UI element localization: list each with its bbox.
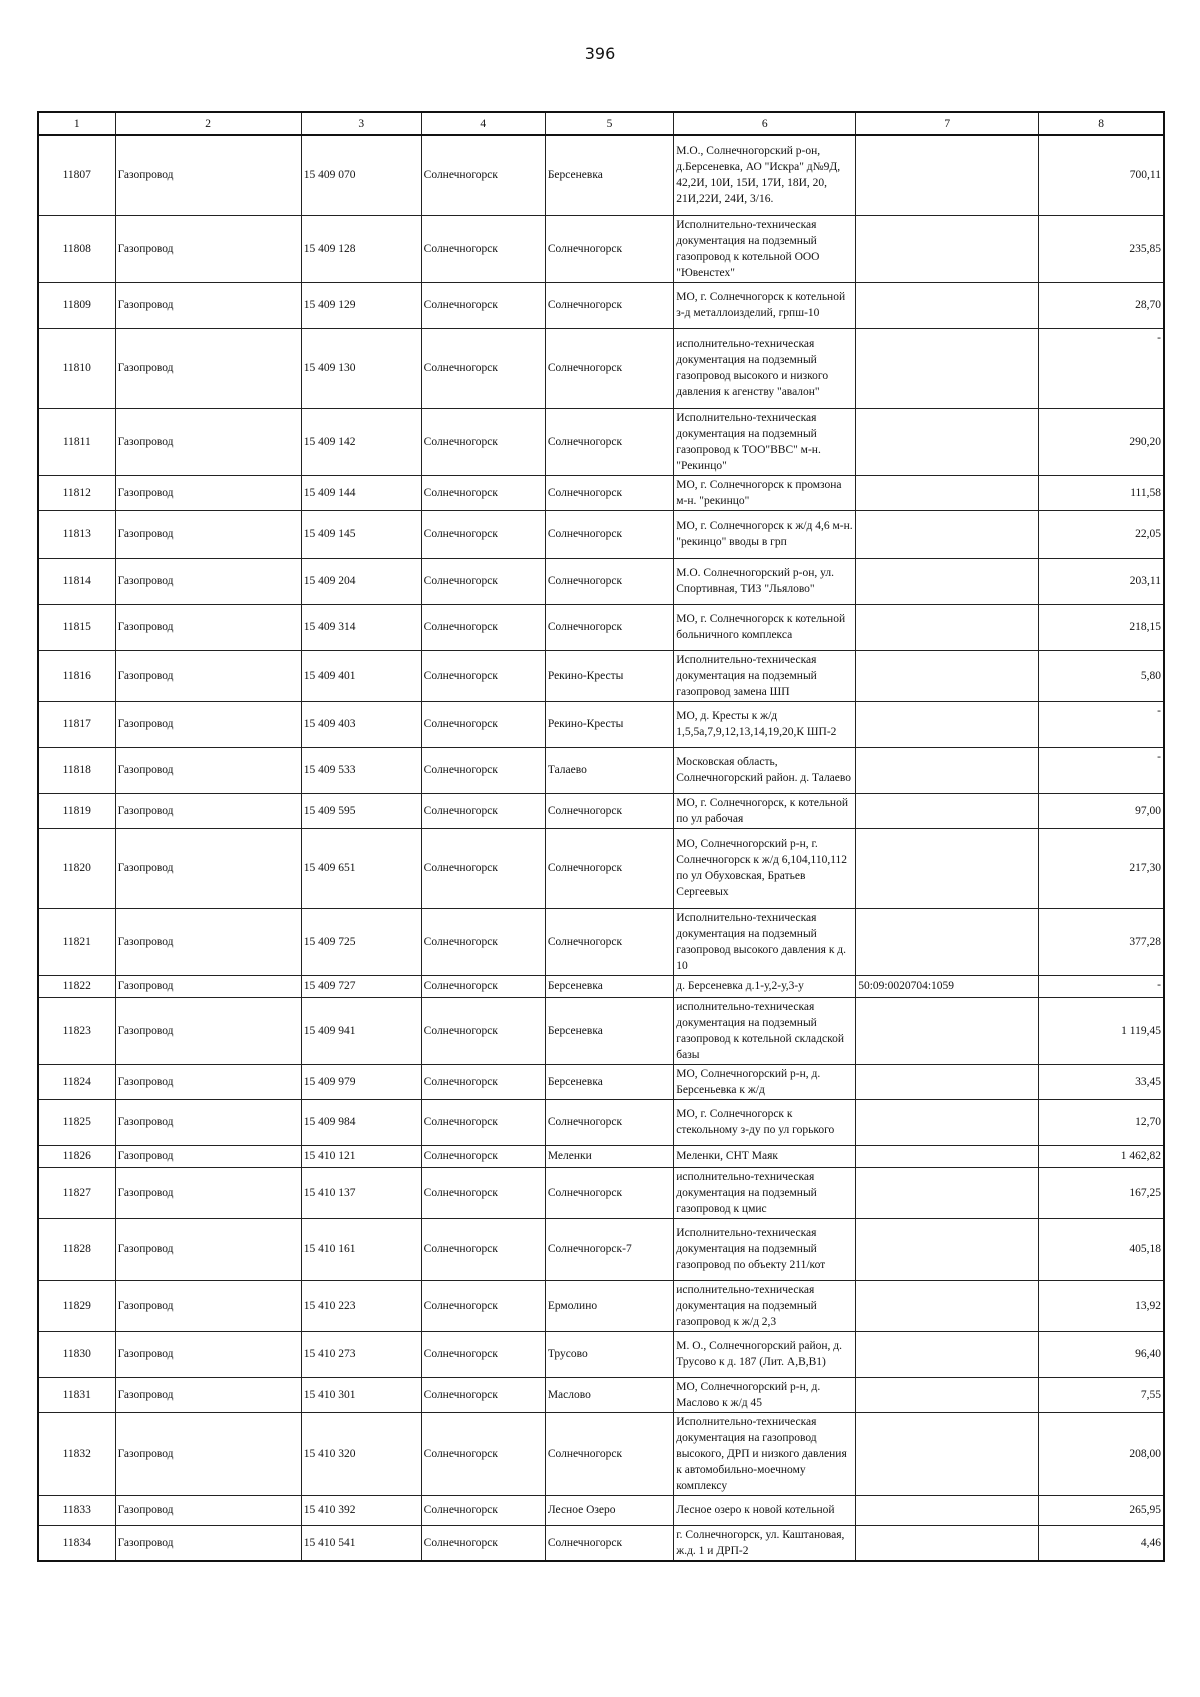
cell-object-name: Газопровод (115, 908, 301, 975)
cell-row-number: 11818 (38, 747, 115, 793)
cell-row-number: 11808 (38, 215, 115, 282)
cell-inventory-code: 15 409 314 (301, 604, 421, 650)
cell-value: 97,00 (1039, 793, 1164, 828)
cell-object-name: Газопровод (115, 1218, 301, 1280)
cell-object-name: Газопровод (115, 650, 301, 701)
cell-description: МО, д. Кресты к ж/д 1,5,5а,7,9,12,13,14,19,20,К ШП-2 (674, 701, 856, 747)
column-header: 6 (674, 112, 856, 135)
cell-cadastral-number (856, 408, 1039, 475)
cell-district: Солнечногорск (421, 408, 545, 475)
cell-inventory-code: 15 409 941 (301, 997, 421, 1064)
cell-cadastral-number (856, 1495, 1039, 1525)
cell-description: Исполнительно-техническая документация на подземный газопровод к котельной ООО "Ювенстех" (674, 215, 856, 282)
cell-value: 22,05 (1039, 510, 1164, 558)
cell-row-number: 11811 (38, 408, 115, 475)
cell-cadastral-number: 50:09:0020704:1059 (856, 975, 1039, 997)
cell-value: - (1039, 701, 1164, 747)
cell-locality: Рекино-Кресты (545, 701, 673, 747)
cell-cadastral-number (856, 282, 1039, 328)
cell-value: 12,70 (1039, 1099, 1164, 1145)
cell-description: исполнительно-техническая документация на подземный газопровод высокого и низкого давления к агенству "авалон" (674, 328, 856, 408)
cell-object-name: Газопровод (115, 328, 301, 408)
cell-row-number: 11816 (38, 650, 115, 701)
cell-description: МО, г. Солнечногорск к котельной з-д металлоизделий, грпш-10 (674, 282, 856, 328)
table-row (38, 604, 1164, 650)
cell-district: Солнечногорск (421, 1280, 545, 1331)
cell-row-number: 11825 (38, 1099, 115, 1145)
cell-cadastral-number (856, 215, 1039, 282)
cell-object-name: Газопровод (115, 975, 301, 997)
table-row (38, 975, 1164, 997)
cell-district: Солнечногорск (421, 1331, 545, 1377)
cell-inventory-code: 15 410 541 (301, 1525, 421, 1561)
cell-locality: Меленки (545, 1145, 673, 1167)
table-row (38, 510, 1164, 558)
cell-description: Исполнительно-техническая документация на подземный газопровод замена ШП (674, 650, 856, 701)
cell-district: Солнечногорск (421, 1099, 545, 1145)
cell-cadastral-number (856, 1377, 1039, 1412)
cell-locality: Солнечногорск (545, 328, 673, 408)
cell-inventory-code: 15 409 725 (301, 908, 421, 975)
table-row (38, 558, 1164, 604)
table-row (38, 747, 1164, 793)
cell-object-name: Газопровод (115, 135, 301, 215)
cell-locality: Берсеневка (545, 1064, 673, 1099)
cell-locality: Солнечногорск (545, 282, 673, 328)
table-row (38, 997, 1164, 1064)
table-row (38, 1525, 1164, 1561)
cell-description: Лесное озеро к новой котельной (674, 1495, 856, 1525)
cell-district: Солнечногорск (421, 747, 545, 793)
cell-inventory-code: 15 410 137 (301, 1167, 421, 1218)
cell-description: Исполнительно-техническая документация на подземный газопровод высокого давления к д. 10 (674, 908, 856, 975)
column-header: 5 (545, 112, 673, 135)
cell-row-number: 11827 (38, 1167, 115, 1218)
cell-locality: Солнечногорск (545, 1412, 673, 1495)
cell-cadastral-number (856, 1064, 1039, 1099)
cell-value: 13,92 (1039, 1280, 1164, 1331)
cell-object-name: Газопровод (115, 558, 301, 604)
table-row (38, 1331, 1164, 1377)
cell-description: исполнительно-техническая документация на подземный газопровод к котельной складской базы (674, 997, 856, 1064)
cell-object-name: Газопровод (115, 604, 301, 650)
cell-description: М.О., Солнечногорский р-он, д.Берсеневка, АО "Искра" д№9Д, 42,2И, 10И, 15И, 17И, 18И, 20, 21И,22И, 24И, 3/16. (674, 135, 856, 215)
cell-cadastral-number (856, 828, 1039, 908)
cell-cadastral-number (856, 328, 1039, 408)
cell-row-number: 11832 (38, 1412, 115, 1495)
table-row (38, 1064, 1164, 1099)
cell-row-number: 11833 (38, 1495, 115, 1525)
cell-object-name: Газопровод (115, 828, 301, 908)
cell-locality: Талаево (545, 747, 673, 793)
cell-description: МО, Солнечногорский р-н, г. Солнечногорск к ж/д 6,104,110,112 по ул Обуховская, Братьев Сергеевых (674, 828, 856, 908)
cell-value: 265,95 (1039, 1495, 1164, 1525)
table-body (38, 135, 1164, 1561)
cell-row-number: 11834 (38, 1525, 115, 1561)
cell-description: М.О. Солнечногорский р-он, ул. Спортивная, ТИЗ "Льялово" (674, 558, 856, 604)
cell-cadastral-number (856, 1218, 1039, 1280)
cell-inventory-code: 15 409 403 (301, 701, 421, 747)
cell-cadastral-number (856, 793, 1039, 828)
cell-district: Солнечногорск (421, 135, 545, 215)
cell-locality: Солнечногорск (545, 558, 673, 604)
cell-inventory-code: 15 409 145 (301, 510, 421, 558)
cell-district: Солнечногорск (421, 1167, 545, 1218)
column-header: 2 (115, 112, 301, 135)
cell-value: 7,55 (1039, 1377, 1164, 1412)
cell-cadastral-number (856, 1280, 1039, 1331)
cell-value: 700,11 (1039, 135, 1164, 215)
cell-district: Солнечногорск (421, 1064, 545, 1099)
cell-locality: Солнечногорск (545, 1167, 673, 1218)
cell-inventory-code: 15 409 142 (301, 408, 421, 475)
cell-description: Московская область, Солнечногорский район. д. Талаево (674, 747, 856, 793)
cell-object-name: Газопровод (115, 1412, 301, 1495)
cell-cadastral-number (856, 558, 1039, 604)
cell-locality: Маслово (545, 1377, 673, 1412)
cell-locality: Солнечногорск (545, 908, 673, 975)
table-row (38, 828, 1164, 908)
table-row (38, 650, 1164, 701)
table-row (38, 408, 1164, 475)
cell-district: Солнечногорск (421, 1495, 545, 1525)
cell-row-number: 11829 (38, 1280, 115, 1331)
cell-cadastral-number (856, 747, 1039, 793)
cell-locality: Трусово (545, 1331, 673, 1377)
cell-cadastral-number (856, 135, 1039, 215)
cell-inventory-code: 15 409 204 (301, 558, 421, 604)
cell-row-number: 11809 (38, 282, 115, 328)
cell-object-name: Газопровод (115, 701, 301, 747)
cell-district: Солнечногорск (421, 1377, 545, 1412)
cell-row-number: 11819 (38, 793, 115, 828)
cell-district: Солнечногорск (421, 975, 545, 997)
cell-cadastral-number (856, 1167, 1039, 1218)
table-row (38, 1412, 1164, 1495)
cell-value: 111,58 (1039, 475, 1164, 510)
cell-value: 96,40 (1039, 1331, 1164, 1377)
cell-inventory-code: 15 409 651 (301, 828, 421, 908)
cell-description: М. О., Солнечногорский район, д. Трусово к д. 187 (Лит. А,В,В1) (674, 1331, 856, 1377)
cell-description: Исполнительно-техническая документация на подземный газопровод по объекту 211/кот (674, 1218, 856, 1280)
cell-inventory-code: 15 409 979 (301, 1064, 421, 1099)
cell-district: Солнечногорск (421, 1218, 545, 1280)
table-row (38, 282, 1164, 328)
column-header: 3 (301, 112, 421, 135)
cell-district: Солнечногорск (421, 1145, 545, 1167)
cell-cadastral-number (856, 997, 1039, 1064)
cell-cadastral-number (856, 650, 1039, 701)
cell-value: - (1039, 975, 1164, 997)
cell-row-number: 11820 (38, 828, 115, 908)
table-row (38, 1377, 1164, 1412)
page-number: 396 (584, 44, 616, 63)
cell-object-name: Газопровод (115, 215, 301, 282)
cell-description: Исполнительно-техническая документация на подземный газопровод к ТОО"ВВС" м-н. "Рекинцо" (674, 408, 856, 475)
table-row (38, 1167, 1164, 1218)
cell-cadastral-number (856, 1099, 1039, 1145)
cell-inventory-code: 15 409 533 (301, 747, 421, 793)
cell-value: 218,15 (1039, 604, 1164, 650)
cell-district: Солнечногорск (421, 1412, 545, 1495)
cell-description: МО, г. Солнечногорск к стекольному з-ду по ул горького (674, 1099, 856, 1145)
cell-description: МО, Солнечногорский р-н, д. Маслово к ж/д 45 (674, 1377, 856, 1412)
cell-object-name: Газопровод (115, 1145, 301, 1167)
cell-row-number: 11830 (38, 1331, 115, 1377)
cell-object-name: Газопровод (115, 475, 301, 510)
cell-value: 4,46 (1039, 1525, 1164, 1561)
cell-value: 208,00 (1039, 1412, 1164, 1495)
cell-cadastral-number (856, 510, 1039, 558)
cell-district: Солнечногорск (421, 908, 545, 975)
cell-locality: Берсеневка (545, 975, 673, 997)
cell-description: МО, г. Солнечногорск к котельной больничного комплекса (674, 604, 856, 650)
cell-value: 217,30 (1039, 828, 1164, 908)
cell-row-number: 11812 (38, 475, 115, 510)
cell-row-number: 11831 (38, 1377, 115, 1412)
cell-value: 28,70 (1039, 282, 1164, 328)
cell-district: Солнечногорск (421, 282, 545, 328)
cell-district: Солнечногорск (421, 701, 545, 747)
cell-inventory-code: 15 409 144 (301, 475, 421, 510)
cell-district: Солнечногорск (421, 997, 545, 1064)
cell-inventory-code: 15 410 273 (301, 1331, 421, 1377)
cell-object-name: Газопровод (115, 1377, 301, 1412)
cell-inventory-code: 15 410 161 (301, 1218, 421, 1280)
cell-cadastral-number (856, 908, 1039, 975)
cell-description: МО, г. Солнечногорск к ж/д 4,6 м-н. "рекинцо" вводы в грп (674, 510, 856, 558)
cell-inventory-code: 15 410 392 (301, 1495, 421, 1525)
cell-district: Солнечногорск (421, 475, 545, 510)
table-row (38, 328, 1164, 408)
cell-locality: Солнечногорск (545, 1525, 673, 1561)
cell-value: 290,20 (1039, 408, 1164, 475)
cell-description: исполнительно-техническая документация на подземный газопровод к цмис (674, 1167, 856, 1218)
cell-locality: Берсеневка (545, 135, 673, 215)
cell-value: 33,45 (1039, 1064, 1164, 1099)
column-header: 7 (856, 112, 1039, 135)
cell-inventory-code: 15 410 223 (301, 1280, 421, 1331)
cell-locality: Солнечногорск (545, 215, 673, 282)
cell-inventory-code: 15 409 727 (301, 975, 421, 997)
cell-cadastral-number (856, 1412, 1039, 1495)
cell-object-name: Газопровод (115, 282, 301, 328)
cell-locality: Солнечногорск (545, 475, 673, 510)
table-row (38, 793, 1164, 828)
cell-locality: Солнечногорск (545, 828, 673, 908)
cell-row-number: 11822 (38, 975, 115, 997)
cell-cadastral-number (856, 701, 1039, 747)
cell-row-number: 11815 (38, 604, 115, 650)
cell-district: Солнечногорск (421, 650, 545, 701)
cell-cadastral-number (856, 604, 1039, 650)
cell-inventory-code: 15 410 121 (301, 1145, 421, 1167)
column-header: 1 (38, 112, 115, 135)
cell-object-name: Газопровод (115, 1525, 301, 1561)
cell-district: Солнечногорск (421, 1525, 545, 1561)
registry-table (37, 111, 1165, 1562)
table-row (38, 135, 1164, 215)
cell-row-number: 11807 (38, 135, 115, 215)
cell-object-name: Газопровод (115, 793, 301, 828)
table-row (38, 908, 1164, 975)
cell-locality: Ермолино (545, 1280, 673, 1331)
cell-inventory-code: 15 409 070 (301, 135, 421, 215)
cell-value: 167,25 (1039, 1167, 1164, 1218)
cell-inventory-code: 15 410 320 (301, 1412, 421, 1495)
cell-row-number: 11823 (38, 997, 115, 1064)
cell-locality: Солнечногорск (545, 408, 673, 475)
column-header: 8 (1039, 112, 1164, 135)
table-row (38, 1218, 1164, 1280)
cell-description: МО, г. Солнечногорск, к котельной по ул рабочая (674, 793, 856, 828)
cell-object-name: Газопровод (115, 1099, 301, 1145)
cell-row-number: 11810 (38, 328, 115, 408)
cell-district: Солнечногорск (421, 215, 545, 282)
cell-locality: Солнечногорск (545, 793, 673, 828)
cell-object-name: Газопровод (115, 1495, 301, 1525)
cell-object-name: Газопровод (115, 1064, 301, 1099)
cell-cadastral-number (856, 475, 1039, 510)
cell-locality: Солнечногорск (545, 510, 673, 558)
cell-cadastral-number (856, 1525, 1039, 1561)
cell-value: 235,85 (1039, 215, 1164, 282)
cell-locality: Рекино-Кресты (545, 650, 673, 701)
cell-locality: Солнечногорск-7 (545, 1218, 673, 1280)
cell-row-number: 11824 (38, 1064, 115, 1099)
cell-object-name: Газопровод (115, 747, 301, 793)
table-row (38, 475, 1164, 510)
cell-object-name: Газопровод (115, 1280, 301, 1331)
cell-locality: Лесное Озеро (545, 1495, 673, 1525)
cell-value: - (1039, 328, 1164, 408)
table-row (38, 1280, 1164, 1331)
cell-inventory-code: 15 410 301 (301, 1377, 421, 1412)
cell-value: 203,11 (1039, 558, 1164, 604)
cell-inventory-code: 15 409 129 (301, 282, 421, 328)
cell-value: 377,28 (1039, 908, 1164, 975)
cell-row-number: 11817 (38, 701, 115, 747)
cell-inventory-code: 15 409 128 (301, 215, 421, 282)
cell-value: 405,18 (1039, 1218, 1164, 1280)
cell-object-name: Газопровод (115, 408, 301, 475)
cell-district: Солнечногорск (421, 828, 545, 908)
table-row (38, 1495, 1164, 1525)
cell-locality: Солнечногорск (545, 1099, 673, 1145)
cell-object-name: Газопровод (115, 1167, 301, 1218)
cell-description: Меленки, СНТ Маяк (674, 1145, 856, 1167)
cell-inventory-code: 15 409 595 (301, 793, 421, 828)
cell-district: Солнечногорск (421, 510, 545, 558)
cell-cadastral-number (856, 1145, 1039, 1167)
cell-district: Солнечногорск (421, 558, 545, 604)
cell-description: д. Берсеневка д.1-у,2-у,3-у (674, 975, 856, 997)
table-header-row (38, 112, 1164, 135)
cell-row-number: 11828 (38, 1218, 115, 1280)
cell-description: г. Солнечногорск, ул. Каштановая, ж.д. 1 и ДРП-2 (674, 1525, 856, 1561)
cell-inventory-code: 15 409 984 (301, 1099, 421, 1145)
cell-locality: Берсеневка (545, 997, 673, 1064)
cell-inventory-code: 15 409 401 (301, 650, 421, 701)
cell-object-name: Газопровод (115, 1331, 301, 1377)
cell-description: МО, г. Солнечногорск к промзона м-н. "рекинцо" (674, 475, 856, 510)
cell-value: 1 119,45 (1039, 997, 1164, 1064)
table-row (38, 1099, 1164, 1145)
cell-description: Исполнительно-техническая документация на газопровод высокого, ДРП и низкого давления к автомобильно-моечному комплексу (674, 1412, 856, 1495)
cell-row-number: 11826 (38, 1145, 115, 1167)
cell-district: Солнечногорск (421, 328, 545, 408)
cell-object-name: Газопровод (115, 997, 301, 1064)
cell-district: Солнечногорск (421, 604, 545, 650)
column-header: 4 (421, 112, 545, 135)
cell-object-name: Газопровод (115, 510, 301, 558)
cell-row-number: 11814 (38, 558, 115, 604)
table-row (38, 701, 1164, 747)
cell-description: МО, Солнечногорский р-н, д. Берсеньевка к ж/д (674, 1064, 856, 1099)
cell-description: исполнительно-техническая документация на подземный газопровод к ж/д 2,3 (674, 1280, 856, 1331)
cell-value: 1 462,82 (1039, 1145, 1164, 1167)
cell-locality: Солнечногорск (545, 604, 673, 650)
table-row (38, 1145, 1164, 1167)
cell-cadastral-number (856, 1331, 1039, 1377)
table-row (38, 215, 1164, 282)
cell-inventory-code: 15 409 130 (301, 328, 421, 408)
cell-row-number: 11821 (38, 908, 115, 975)
cell-value: - (1039, 747, 1164, 793)
cell-district: Солнечногорск (421, 793, 545, 828)
cell-row-number: 11813 (38, 510, 115, 558)
cell-value: 5,80 (1039, 650, 1164, 701)
